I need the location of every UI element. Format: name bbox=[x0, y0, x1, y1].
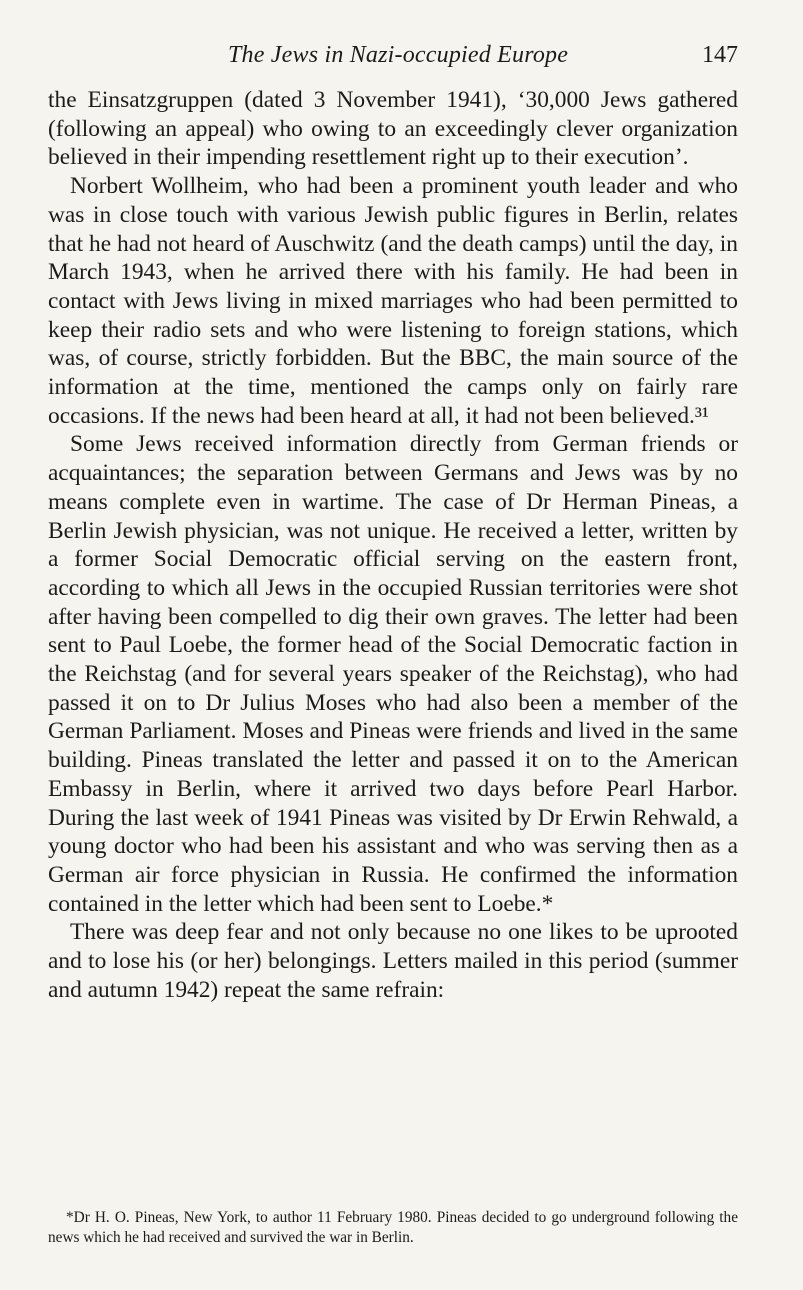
body-text bbox=[48, 86, 738, 1005]
paragraph-2: Norbert Wollheim, who had been a prominent youth leader and who was in close touch with various Jewish public figures in Berlin, relates that he had not heard of Auschwitz (and the death camps) until the day, in March 1943, when he arrived there with his family. He had been in contact with Jews living in mixed marriages who had been permitted to keep their radio sets and who were listening to foreign stations, which was, of course, strictly forbidden. But the BBC, the main source of the information at the time, mentioned the camps only on fairly rare occasions. If the news had been heard at all, it had not been believed.³¹ bbox=[48, 173, 738, 429]
page-number: 147 bbox=[702, 42, 738, 68]
running-head: The Jews in Nazi-occupied Europe bbox=[228, 42, 569, 68]
paragraph-4: There was deep fear and not only because no one likes to be uprooted and to lose his (or her) belongings. Letters mailed in this period (summer and autumn 1942) repeat the same refrain: bbox=[48, 919, 738, 1003]
footnote-text: *Dr H. O. Pineas, New York, to author 11 February 1980. Pineas decided to go underground following the news which he had received and survived the war in Berlin. bbox=[48, 1209, 738, 1246]
page-header bbox=[48, 42, 738, 82]
paragraph-1: the Einsatzgruppen (dated 3 November 1941), ‘30,000 Jews gathered (following an appeal) who owing to an exceedingly clever organization believed in their impending resettlement right up to their execution’. bbox=[48, 87, 738, 171]
paragraph-3: Some Jews received information directly from German friends or acquaintances; the separation between Germans and Jews was by no means complete even in wartime. The case of Dr Herman Pineas, a Berlin Jewish physician, was not unique. He received a letter, written by a former Social Democratic official serving on the eastern front, according to which all Jews in the occupied Russian territories were shot after having been compelled to dig their own graves. The letter had been sent to Paul Loebe, the former head of the Social Democratic faction in the Reichstag (and for several years speaker of the Reichstag), who had passed it on to Dr Julius Moses who had also been a member of the German Parliament. Moses and Pineas were friends and lived in the same building. Pineas translated the letter and passed it on to the American Embassy in Berlin, where it arrived two days before Pearl Harbor. During the last week of 1941 Pineas was visited by Dr Erwin Rehwald, a young doctor who had been his assistant and who was serving then as a German air force physician in Russia. He confirmed the information contained in the letter which had been sent to Loebe.* bbox=[48, 431, 738, 917]
footnote bbox=[48, 1208, 738, 1248]
